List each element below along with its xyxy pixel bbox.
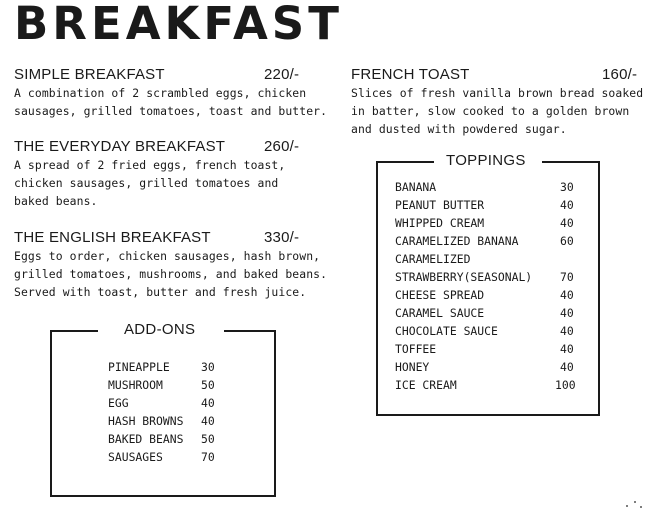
menu-item-simple-breakfast xyxy=(14,66,334,120)
topping-name: BANANA xyxy=(395,180,437,194)
topping-row xyxy=(395,250,585,268)
topping-price: 40 xyxy=(560,288,574,302)
topping-row xyxy=(395,322,585,340)
topping-name: CHEESE SPREAD xyxy=(395,288,485,302)
decorative-dots xyxy=(624,499,644,509)
topping-price: 70 xyxy=(560,270,574,284)
addon-price: 70 xyxy=(201,450,215,464)
topping-price: 40 xyxy=(560,198,574,212)
topping-name: HONEY xyxy=(395,360,430,374)
topping-row xyxy=(395,376,585,394)
topping-name: CARAMEL SAUCE xyxy=(395,306,485,320)
addon-row xyxy=(108,376,228,394)
addon-price: 30 xyxy=(201,360,215,374)
topping-name: WHIPPED CREAM xyxy=(395,216,485,230)
item-description xyxy=(14,247,334,301)
topping-price: 40 xyxy=(560,342,574,356)
menu-item-everyday-breakfast xyxy=(14,138,334,210)
addon-row xyxy=(108,430,228,448)
item-price: 260/- xyxy=(264,138,300,155)
box-border-right xyxy=(542,161,600,163)
toppings-box xyxy=(376,152,600,416)
item-description xyxy=(14,156,334,210)
addon-price: 40 xyxy=(201,396,215,410)
addon-row xyxy=(108,412,228,430)
addon-price: 50 xyxy=(201,432,215,446)
item-price: 220/- xyxy=(264,66,300,83)
description-line: Eggs to order, chicken sausages, hash brown, xyxy=(14,249,321,263)
item-name: THE EVERYDAY BREAKFAST xyxy=(14,138,226,155)
box-border-left xyxy=(376,161,434,163)
addon-name: SAUSAGES xyxy=(108,450,163,464)
box-border-left xyxy=(50,330,98,332)
description-line: and dusted with powdered sugar. xyxy=(351,122,567,136)
toppings-title: TOPPINGS xyxy=(446,152,526,169)
addon-price: 40 xyxy=(201,414,215,428)
addons-title: ADD-ONS xyxy=(124,321,196,338)
topping-row xyxy=(395,196,585,214)
addons-list xyxy=(108,358,228,466)
description-line: Served with toast, butter and fresh juice. xyxy=(14,285,307,299)
item-price: 330/- xyxy=(264,229,300,246)
addon-price: 50 xyxy=(201,378,215,392)
item-name: FRENCH TOAST xyxy=(351,66,470,83)
menu-item-french-toast xyxy=(351,66,644,138)
addon-row xyxy=(108,394,228,412)
topping-name: CARAMELIZED xyxy=(395,252,471,266)
addon-row xyxy=(108,448,228,466)
description-line: grilled tomatoes, mushrooms, and baked beans. xyxy=(14,267,328,281)
item-description xyxy=(351,84,644,138)
description-line: chicken sausages, grilled tomatoes and xyxy=(14,176,279,190)
topping-row xyxy=(395,286,585,304)
topping-name: PEANUT BUTTER xyxy=(395,198,485,212)
menu-item-english-breakfast xyxy=(14,229,334,301)
topping-row xyxy=(395,232,585,250)
item-name: THE ENGLISH BREAKFAST xyxy=(14,229,211,246)
item-name: SIMPLE BREAKFAST xyxy=(14,66,165,83)
topping-row xyxy=(395,178,585,196)
topping-name: STRAWBERRY(SEASONAL) xyxy=(395,270,533,284)
addon-name: HASH BROWNS xyxy=(108,414,184,428)
addon-name: EGG xyxy=(108,396,129,410)
page-title: BREAKFAST xyxy=(14,0,343,50)
topping-price: 30 xyxy=(560,180,574,194)
topping-row xyxy=(395,340,585,358)
topping-name: CHOCOLATE SAUCE xyxy=(395,324,498,338)
addon-row xyxy=(108,358,228,376)
topping-row xyxy=(395,268,585,286)
box-border-right xyxy=(224,330,276,332)
topping-row xyxy=(395,304,585,322)
description-line: Slices of fresh vanilla brown bread soaked xyxy=(351,86,644,100)
description-line: baked beans. xyxy=(14,194,98,208)
description-line: sausages, grilled tomatoes, toast and butter. xyxy=(14,104,328,118)
toppings-list xyxy=(395,178,585,394)
topping-row xyxy=(395,214,585,232)
topping-price: 100 xyxy=(555,378,576,392)
topping-name: ICE CREAM xyxy=(395,378,457,392)
addon-name: MUSHROOM xyxy=(108,378,163,392)
topping-name: CARAMELIZED BANANA xyxy=(395,234,519,248)
topping-price: 60 xyxy=(560,234,574,248)
topping-name: TOFFEE xyxy=(395,342,437,356)
topping-price: 40 xyxy=(560,216,574,230)
topping-price: 40 xyxy=(560,324,574,338)
item-description xyxy=(14,84,334,120)
topping-row xyxy=(395,358,585,376)
topping-price: 40 xyxy=(560,360,574,374)
description-line: A spread of 2 fried eggs, french toast, xyxy=(14,158,286,172)
addons-box xyxy=(50,321,276,497)
topping-price: 40 xyxy=(560,306,574,320)
description-line: A combination of 2 scrambled eggs, chicken xyxy=(14,86,307,100)
addon-name: PINEAPPLE xyxy=(108,360,170,374)
addon-name: BAKED BEANS xyxy=(108,432,184,446)
description-line: in batter, slow cooked to a golden brown xyxy=(351,104,630,118)
item-price: 160/- xyxy=(602,66,638,83)
